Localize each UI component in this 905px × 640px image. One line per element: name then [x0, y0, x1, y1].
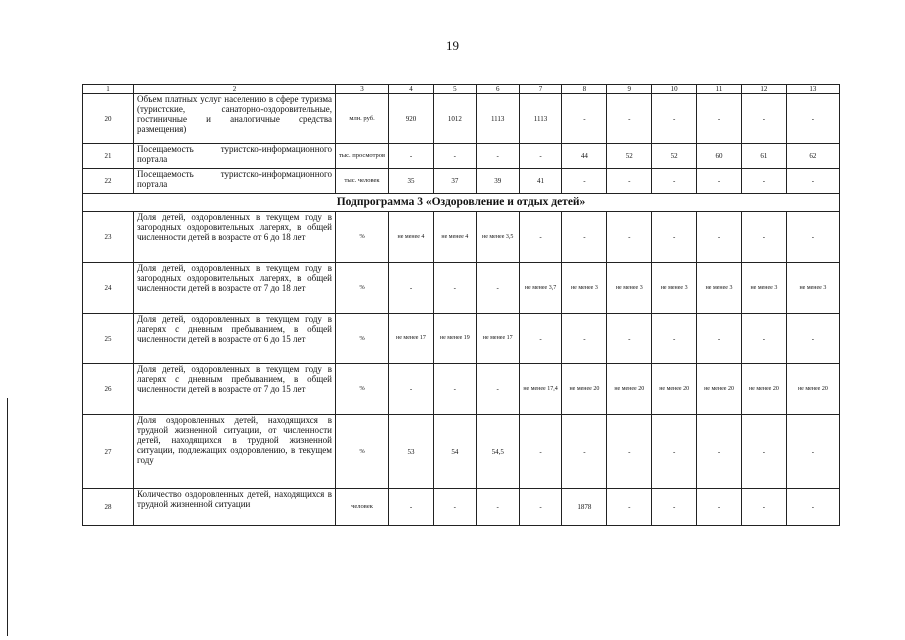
indicator-value: -	[697, 415, 742, 489]
indicator-value: -	[786, 489, 839, 526]
indicator-value: -	[519, 415, 562, 489]
unit-of-measure: человек	[336, 489, 389, 526]
indicator-value: 52	[652, 144, 697, 169]
indicator-value: 37	[433, 169, 476, 194]
indicator-value: не менее 20	[562, 364, 607, 415]
indicator-value: -	[562, 314, 607, 364]
section-row	[83, 194, 840, 212]
indicator-value: не менее 3	[786, 263, 839, 314]
column-number: 11	[697, 85, 742, 94]
indicator-value: -	[741, 415, 786, 489]
indicator-description: Доля детей, оздоровленных в текущем году в загородных оздоровительных лагерях, в общей численности детей в возрасте от 7 до 18 лет	[134, 263, 336, 314]
indicator-value: -	[697, 314, 742, 364]
indicator-description: Доля детей, оздоровленных в текущем году в лагерях с дневным пребыванием, в общей численности детей в возрасте от 6 до 15 лет	[134, 314, 336, 364]
row-number: 22	[83, 169, 134, 194]
table-row	[83, 263, 840, 314]
indicator-value: -	[476, 263, 519, 314]
column-number: 6	[476, 85, 519, 94]
indicator-value: 1113	[519, 94, 562, 144]
indicator-value: 920	[389, 94, 434, 144]
indicator-value: -	[433, 144, 476, 169]
indicator-value: 53	[389, 415, 434, 489]
column-number: 9	[607, 85, 652, 94]
indicator-value: -	[652, 169, 697, 194]
table-row	[83, 212, 840, 263]
indicator-value: не менее 3,7	[519, 263, 562, 314]
table-row	[83, 94, 840, 144]
indicator-description: Посещаемость туристско-информационного портала	[134, 144, 336, 169]
indicator-value: -	[607, 169, 652, 194]
indicator-value: -	[786, 314, 839, 364]
indicator-value: -	[562, 415, 607, 489]
indicator-value: 61	[741, 144, 786, 169]
indicator-value: -	[433, 263, 476, 314]
row-number: 25	[83, 314, 134, 364]
indicator-value: -	[433, 364, 476, 415]
indicator-value: 1878	[562, 489, 607, 526]
table-row	[83, 415, 840, 489]
indicator-value: не менее 20	[607, 364, 652, 415]
indicator-value: 62	[786, 144, 839, 169]
indicator-value: не менее 3	[562, 263, 607, 314]
indicator-value: -	[607, 415, 652, 489]
row-number: 24	[83, 263, 134, 314]
indicator-value: не менее 19	[433, 314, 476, 364]
indicator-value: не менее 3	[741, 263, 786, 314]
indicator-value: -	[476, 144, 519, 169]
indicators-table	[82, 84, 840, 526]
indicator-value: не менее 17	[389, 314, 434, 364]
indicator-description: Количество оздоровленных детей, находящихся в трудной жизненной ситуации	[134, 489, 336, 526]
column-number: 5	[433, 85, 476, 94]
indicator-value: -	[389, 489, 434, 526]
column-number-row	[83, 85, 840, 94]
indicator-value: не менее 20	[652, 364, 697, 415]
unit-of-measure: %	[336, 212, 389, 263]
indicator-value: -	[652, 94, 697, 144]
indicator-value: -	[433, 489, 476, 526]
indicator-value: -	[741, 169, 786, 194]
unit-of-measure: %	[336, 415, 389, 489]
indicator-value: -	[562, 212, 607, 263]
table-row	[83, 314, 840, 364]
indicator-value: не менее 3	[652, 263, 697, 314]
column-number: 2	[134, 85, 336, 94]
indicator-value: 60	[697, 144, 742, 169]
table-row	[83, 364, 840, 415]
indicator-value: не менее 17,4	[519, 364, 562, 415]
indicator-value: не менее 3	[607, 263, 652, 314]
indicator-value: 1113	[476, 94, 519, 144]
column-number: 13	[786, 85, 839, 94]
indicator-value: -	[786, 415, 839, 489]
page-number: 19	[446, 38, 459, 53]
indicator-value: 52	[607, 144, 652, 169]
indicator-value: 39	[476, 169, 519, 194]
indicator-description: Посещаемость туристско-информационного портала	[134, 169, 336, 194]
column-number: 4	[389, 85, 434, 94]
unit-of-measure: тыс. человек	[336, 169, 389, 194]
indicator-value: -	[697, 94, 742, 144]
indicator-value: не менее 3,5	[476, 212, 519, 263]
column-number: 7	[519, 85, 562, 94]
indicator-value: -	[652, 415, 697, 489]
indicator-value: -	[519, 144, 562, 169]
indicator-value: -	[562, 94, 607, 144]
margin-line	[7, 398, 8, 636]
indicator-description: Доля детей, оздоровленных в текущем году в загородных оздоровительных лагерях, в общей численности детей в возрасте от 6 до 18 лет	[134, 212, 336, 263]
indicator-value: -	[652, 314, 697, 364]
indicator-value: -	[652, 212, 697, 263]
row-number: 27	[83, 415, 134, 489]
indicator-value: -	[607, 314, 652, 364]
indicator-value: 54,5	[476, 415, 519, 489]
indicator-value: -	[697, 169, 742, 194]
indicator-value: -	[519, 212, 562, 263]
indicator-description: Объем платных услуг населению в сфере туризма (туристские, санаторно-оздоровительные, гостиничные и аналогичные средства размещения)	[134, 94, 336, 144]
indicator-value: 35	[389, 169, 434, 194]
indicator-value: не менее 17	[476, 314, 519, 364]
unit-of-measure: млн. руб.	[336, 94, 389, 144]
indicator-value: -	[389, 144, 434, 169]
indicator-value: -	[389, 364, 434, 415]
indicator-value: 44	[562, 144, 607, 169]
column-number: 1	[83, 85, 134, 94]
row-number: 21	[83, 144, 134, 169]
row-number: 28	[83, 489, 134, 526]
indicator-value: -	[652, 489, 697, 526]
row-number: 23	[83, 212, 134, 263]
column-number: 3	[336, 85, 389, 94]
indicator-value: -	[786, 94, 839, 144]
indicator-value: -	[607, 212, 652, 263]
indicator-value: -	[476, 364, 519, 415]
indicator-value: -	[741, 489, 786, 526]
section-title: Подпрограмма 3 «Оздоровление и отдых детей»	[83, 194, 840, 212]
unit-of-measure: тыс. просмотров	[336, 144, 389, 169]
indicator-value: не менее 20	[741, 364, 786, 415]
indicator-value: -	[519, 314, 562, 364]
indicator-value: -	[476, 489, 519, 526]
unit-of-measure: %	[336, 364, 389, 415]
indicator-value: -	[741, 314, 786, 364]
indicator-description: Доля оздоровленных детей, находящихся в трудной жизненной ситуации, от численности детей, находящихся в трудной жизненной ситуации, подлежащих оздоровлению, в текущем году	[134, 415, 336, 489]
column-number: 10	[652, 85, 697, 94]
table-row	[83, 144, 840, 169]
indicator-value: -	[607, 94, 652, 144]
indicator-value: не менее 20	[697, 364, 742, 415]
unit-of-measure: %	[336, 263, 389, 314]
table-row	[83, 169, 840, 194]
row-number: 26	[83, 364, 134, 415]
indicator-value: 54	[433, 415, 476, 489]
indicator-value: -	[697, 489, 742, 526]
indicator-value: -	[741, 212, 786, 263]
unit-of-measure: %	[336, 314, 389, 364]
indicator-value: 1012	[433, 94, 476, 144]
indicator-value: -	[786, 169, 839, 194]
indicator-value: -	[697, 212, 742, 263]
indicator-value: -	[741, 94, 786, 144]
indicator-description: Доля детей, оздоровленных в текущем году в лагерях с дневным пребыванием, в общей численности детей в возрасте от 7 до 15 лет	[134, 364, 336, 415]
indicator-value: -	[786, 212, 839, 263]
indicator-value: не менее 4	[433, 212, 476, 263]
indicator-value: -	[562, 169, 607, 194]
indicator-value: 41	[519, 169, 562, 194]
table-row	[83, 489, 840, 526]
indicator-value: -	[389, 263, 434, 314]
row-number: 20	[83, 94, 134, 144]
column-number: 12	[741, 85, 786, 94]
indicator-value: -	[519, 489, 562, 526]
indicator-value: не менее 4	[389, 212, 434, 263]
indicator-value: -	[607, 489, 652, 526]
column-number: 8	[562, 85, 607, 94]
indicator-value: не менее 20	[786, 364, 839, 415]
indicator-value: не менее 3	[697, 263, 742, 314]
